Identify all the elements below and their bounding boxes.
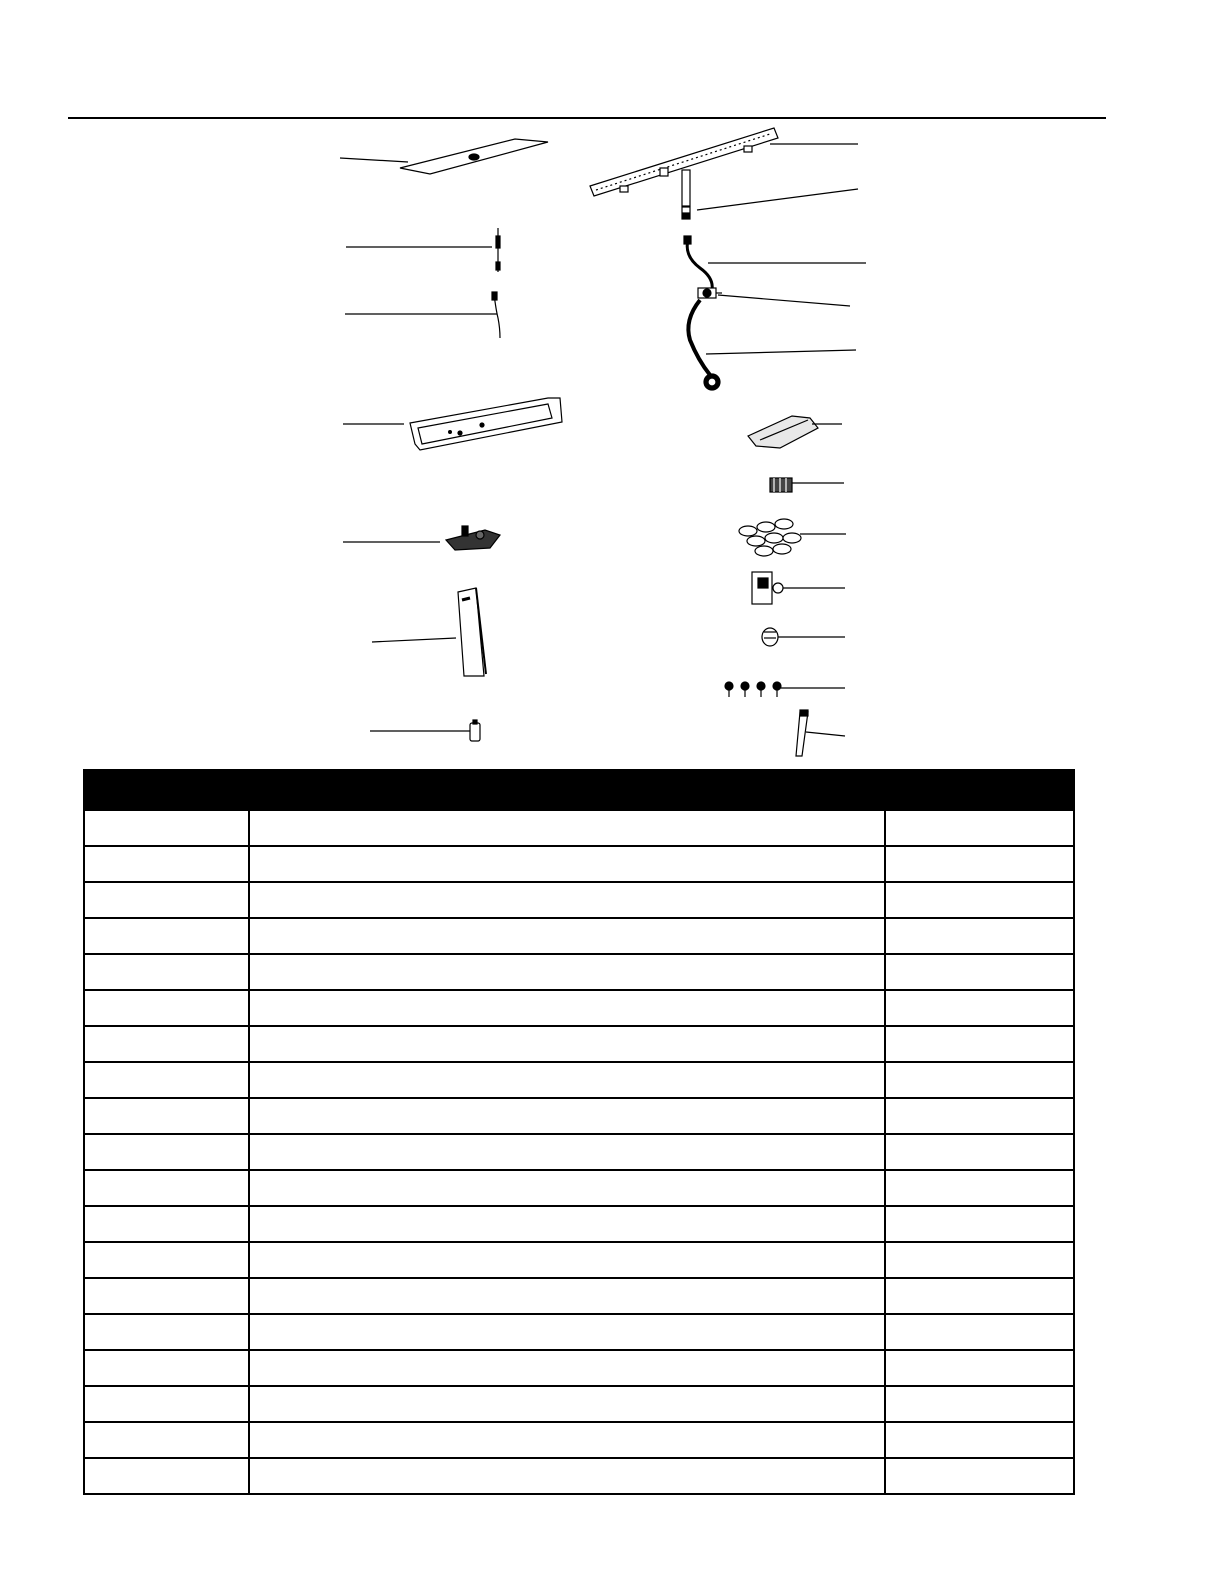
lava-rock-bag-part: [748, 416, 818, 448]
exploded-parts-diagram: [0, 0, 1224, 770]
table-cell: [249, 954, 886, 990]
electrode-wire-part: [492, 292, 500, 338]
table-row: [84, 918, 1074, 954]
table-cell: [885, 918, 1074, 954]
table-cell: [249, 1242, 886, 1278]
leader-line-flex-hose: [706, 350, 856, 354]
burner-tube-part: [590, 128, 778, 206]
table-cell: [885, 954, 1074, 990]
table-row: [84, 810, 1074, 846]
table-cell: [885, 1386, 1074, 1422]
table-row: [84, 954, 1074, 990]
table-cell: [249, 1386, 886, 1422]
table-cell: [885, 1026, 1074, 1062]
table-row: [84, 1458, 1074, 1494]
table-cell: [84, 1314, 249, 1350]
table-cell: [84, 882, 249, 918]
table-row: [84, 1098, 1074, 1134]
table-row: [84, 1206, 1074, 1242]
table-row: [84, 1134, 1074, 1170]
leader-line-cover-plate: [340, 158, 408, 162]
table-cell: [885, 1350, 1074, 1386]
table-cell: [249, 1278, 886, 1314]
table-cell: [249, 1170, 886, 1206]
table-cell: [885, 990, 1074, 1026]
table-row: [84, 1062, 1074, 1098]
table-cell: [885, 1134, 1074, 1170]
table-row: [84, 1386, 1074, 1422]
table-cell: [84, 846, 249, 882]
table-cell: [84, 1350, 249, 1386]
table-cell: [885, 1098, 1074, 1134]
table-row: [84, 1242, 1074, 1278]
table-header-row: [84, 770, 1074, 810]
table-cell: [249, 882, 886, 918]
table-row: [84, 1278, 1074, 1314]
table-cell: [885, 1314, 1074, 1350]
table-cell: [84, 918, 249, 954]
rod-part: [796, 710, 808, 756]
table-cell: [84, 990, 249, 1026]
table-row: [84, 882, 1074, 918]
valve-part: [698, 288, 722, 298]
leader-line-rod: [806, 732, 845, 736]
table-cell: [885, 1062, 1074, 1098]
leader-line-orifice: [697, 189, 858, 210]
control-module-part: [446, 526, 500, 550]
table-cell: [249, 810, 886, 846]
table-cell: [249, 918, 886, 954]
header-part-no: [84, 770, 249, 810]
table-row: [84, 1350, 1074, 1386]
table-cell: [84, 954, 249, 990]
table-cell: [249, 846, 886, 882]
table-cell: [249, 1350, 886, 1386]
fire-glass-stones-part: [739, 519, 801, 556]
table-cell: [84, 810, 249, 846]
table-cell: [84, 1062, 249, 1098]
table-cell: [885, 1242, 1074, 1278]
access-panel-part: [458, 588, 486, 676]
table-cell: [885, 882, 1074, 918]
table-row: [84, 1026, 1074, 1062]
spark-switch-part: [752, 572, 783, 604]
ignitor-part: [770, 478, 792, 492]
table-cell: [84, 1242, 249, 1278]
table-cell: [249, 1026, 886, 1062]
table-cell: [84, 1206, 249, 1242]
header-description: [249, 770, 886, 810]
battery-part: [470, 720, 480, 741]
table-cell: [885, 1170, 1074, 1206]
orifice-part: [682, 207, 690, 219]
table-cell: [84, 1026, 249, 1062]
leader-line-access-panel: [372, 638, 456, 642]
thermocouple-part: [496, 228, 500, 272]
table-cell: [249, 1206, 886, 1242]
parts-list-table: [83, 769, 1075, 1495]
table-cell: [84, 1170, 249, 1206]
table-cell: [84, 1458, 249, 1494]
table-cell: [885, 1206, 1074, 1242]
cover-plate-part: [400, 139, 548, 174]
control-knob-part: [762, 628, 778, 646]
table-cell: [84, 1098, 249, 1134]
table-cell: [249, 1314, 886, 1350]
table-cell: [249, 990, 886, 1026]
flex-hose-part: [688, 300, 720, 390]
table-row: [84, 1170, 1074, 1206]
table-row: [84, 990, 1074, 1026]
table-cell: [249, 1422, 886, 1458]
table-cell: [84, 1422, 249, 1458]
table-cell: [885, 846, 1074, 882]
leveling-feet-part: [725, 682, 781, 697]
table-cell: [249, 1458, 886, 1494]
table-cell: [885, 810, 1074, 846]
table-row: [84, 846, 1074, 882]
table-cell: [84, 1386, 249, 1422]
leader-line-valve: [718, 295, 850, 306]
table-cell: [885, 1278, 1074, 1314]
burner-pan-part: [410, 398, 562, 450]
table-cell: [84, 1134, 249, 1170]
table-cell: [885, 1458, 1074, 1494]
table-cell: [84, 1278, 249, 1314]
table-row: [84, 1314, 1074, 1350]
table-cell: [885, 1422, 1074, 1458]
table-cell: [249, 1062, 886, 1098]
table-row: [84, 1422, 1074, 1458]
header-quantity: [885, 770, 1074, 810]
table-cell: [249, 1134, 886, 1170]
table-cell: [249, 1098, 886, 1134]
